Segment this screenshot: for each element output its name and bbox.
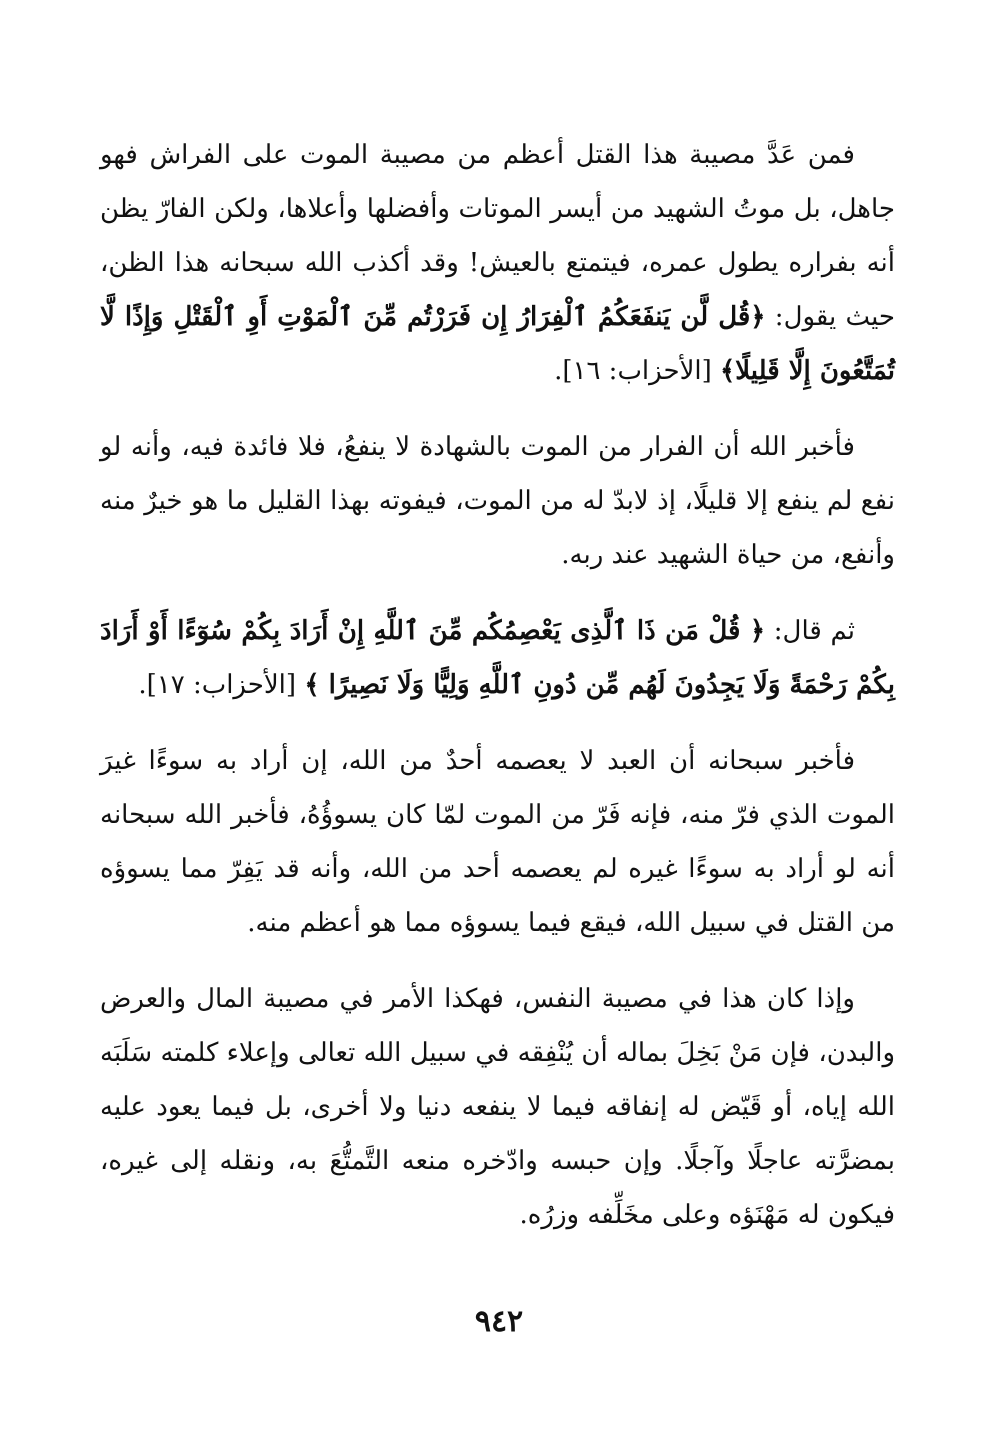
paragraph-text: فأخبر سبحانه أن العبد لا يعصمه أحدٌ من الله، إن أراد به سوءًا غيرَ الموت الذي فرّ منه، فإنه فَرّ من الموت لمّا كان يسوؤُهُ، فأخبر الله سبحانه أنه لو أراد به سوءًا غيره لم يعصمه أحد من الله، وأنه قد يَفِرّ مما يسوؤه من القتل في سبيل الله، فيقع فيما يسوؤه مما هو أعظم منه. — [100, 746, 895, 938]
paragraph — [100, 734, 895, 950]
paragraph-text: ثم قال: — [765, 616, 856, 646]
paragraph — [100, 128, 895, 398]
paragraph — [100, 604, 895, 712]
paragraph-text: [الأحزاب: ١٧]. — [138, 670, 305, 700]
paragraph-text: [الأحزاب: ١٦]. — [554, 356, 721, 386]
paragraph — [100, 972, 895, 1242]
paragraph — [100, 420, 895, 582]
body-text — [100, 128, 895, 1242]
quran-verse: ﴿ قُلْ مَن ذَا ٱلَّذِى يَعْصِمُكُم مِّنَ ٱللَّهِ إِنْ أَرَادَ بِكُمْ سُوٓءًا أَوْ أَرَادَ بِكُمْ رَحْمَةً وَلَا يَجِدُونَ لَهُم مِّن دُونِ ٱللَّهِ وَلِيًّا وَلَا نَصِيرًا ﴾ — [100, 616, 895, 700]
paragraph-text: فأخبر الله أن الفرار من الموت بالشهادة لا ينفعُ، فلا فائدة فيه، وأنه لو نفع لم ينفع إلا قليلًا، إذ لابدّ له من الموت، فيفوته بهذا القليل ما هو خيرٌ منه وأنفع، من حياة الشهيد عند ربه. — [100, 432, 895, 570]
page-number: ٩٤٢ — [474, 1304, 524, 1339]
paragraph-text: وإذا كان هذا في مصيبة النفس، فهكذا الأمر في مصيبة المال والعرض والبدن، فإن مَنْ بَخِلَ بماله أن يُنْفِقه في سبيل الله تعالى وإعلاء كلمته سَلَبَه الله إياه، أو قَيّض له إنفاقه فيما لا ينفعه دنيا ولا أخرى، بل فيما يعود عليه بمضرَّته عاجلًا وآجلًا. وإن حبسه وادّخره منعه التَّمتُّعَ به، ونقله إلى غيره، فيكون له مَهْنَؤه وعلى مخَلِّفه وزرُه. — [100, 984, 895, 1230]
quran-verse: ﴿قُل لَّن يَنفَعَكُمُ ٱلْفِرَارُ إِن فَرَرْتُم مِّنَ ٱلْمَوْتِ أَوِ ٱلْقَتْلِ وَإِذًا لَّا تُمَتَّعُونَ إِلَّا قَلِيلًا﴾ — [100, 302, 895, 386]
paragraph-text: فمن عَدَّ مصيبة هذا القتل أعظم من مصيبة الموت على الفراش فهو جاهل، بل موتُ الشهيد من أيسر الموتات وأفضلها وأعلاها، ولكن الفارّ يظن أنه بفراره يطول عمره، فيتمتع بالعيش! وقد أكذب الله سبحانه هذا الظن، حيث يقول: — [100, 140, 895, 332]
